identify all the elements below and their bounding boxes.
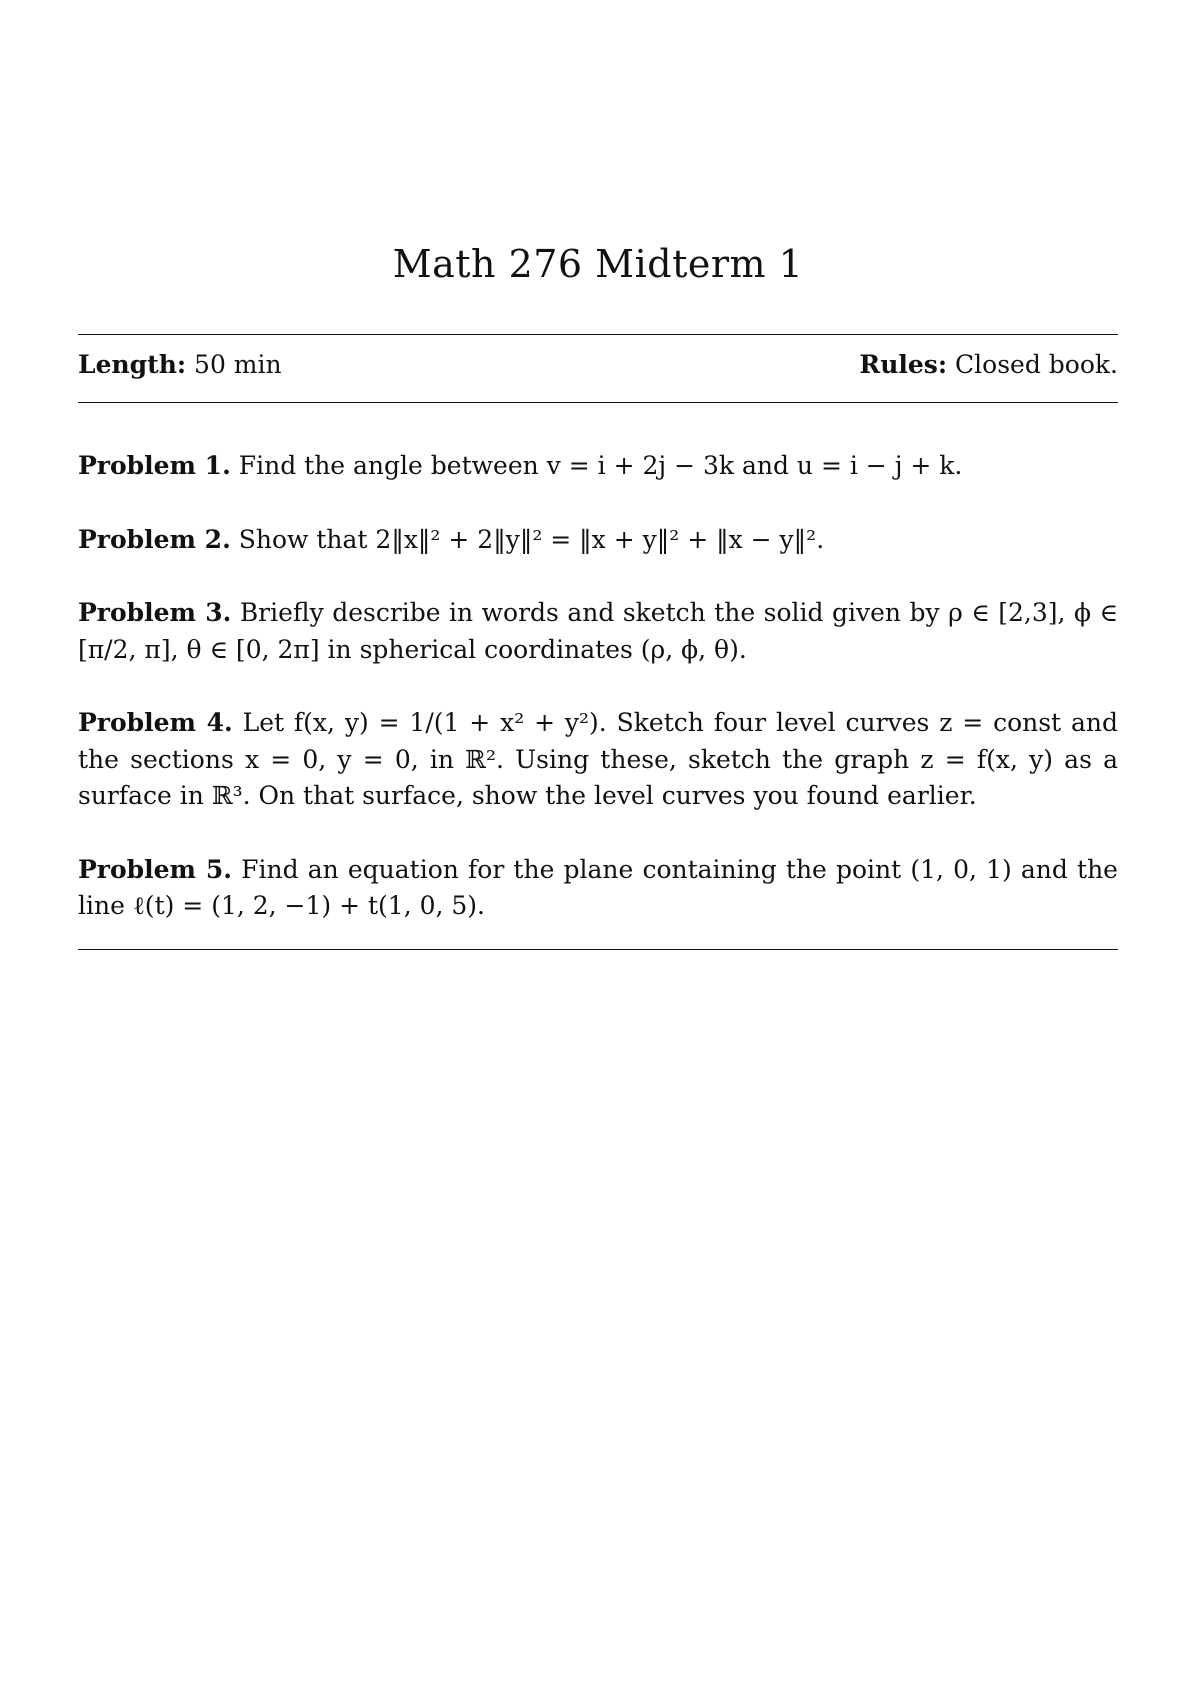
problem-text: Let f(x, y) = 1/(1 + x² + y²). Sketch four level curves z = const and the sections x = 0, y = 0, in ℝ². Using these, sketch the graph z = f(x, y) as a surface in ℝ³. On that surface, show the level curves you found earlier. [78, 708, 1118, 810]
problem-3 [78, 595, 1118, 668]
problem-text: Show that 2‖x‖² + 2‖y‖² = ‖x + y‖² + ‖x − y‖². [238, 524, 825, 554]
problem-label: Problem 4. [78, 708, 233, 737]
problem-text: Find an equation for the plane containing the point (1, 0, 1) and the line ℓ(t) = (1, 2, −1) + t(1, 0, 5). [78, 854, 1118, 920]
rules-label: Rules: [859, 350, 948, 379]
problem-4 [78, 705, 1118, 815]
top-divider [78, 334, 1118, 335]
problem-list [78, 448, 1118, 962]
problem-label: Problem 2. [78, 524, 231, 554]
problem-5 [78, 852, 1118, 925]
length-value: 50 min [194, 350, 282, 379]
length-info [78, 345, 282, 385]
length-label: Length: [78, 350, 187, 379]
problem-text: Find the angle between v = i + 2j − 3k and u = i − j + k. [238, 451, 963, 480]
header-divider [78, 402, 1118, 403]
bottom-divider [78, 949, 1118, 950]
problem-label: Problem 1. [78, 451, 231, 480]
problem-2 [78, 522, 1118, 559]
problem-label: Problem 5. [78, 854, 232, 884]
exam-title: Math 276 Midterm 1 [392, 242, 804, 286]
rules-value: Closed book. [955, 350, 1118, 379]
rules-info [859, 345, 1118, 385]
problem-1 [78, 448, 1118, 485]
problem-label: Problem 3. [78, 598, 232, 627]
problem-text: Briefly describe in words and sketch the solid given by ρ ∈ [2,3], ϕ ∈ [π/2, π], θ ∈ [0, 2π] in spherical coordinates (ρ, ϕ, θ). [78, 598, 1118, 664]
